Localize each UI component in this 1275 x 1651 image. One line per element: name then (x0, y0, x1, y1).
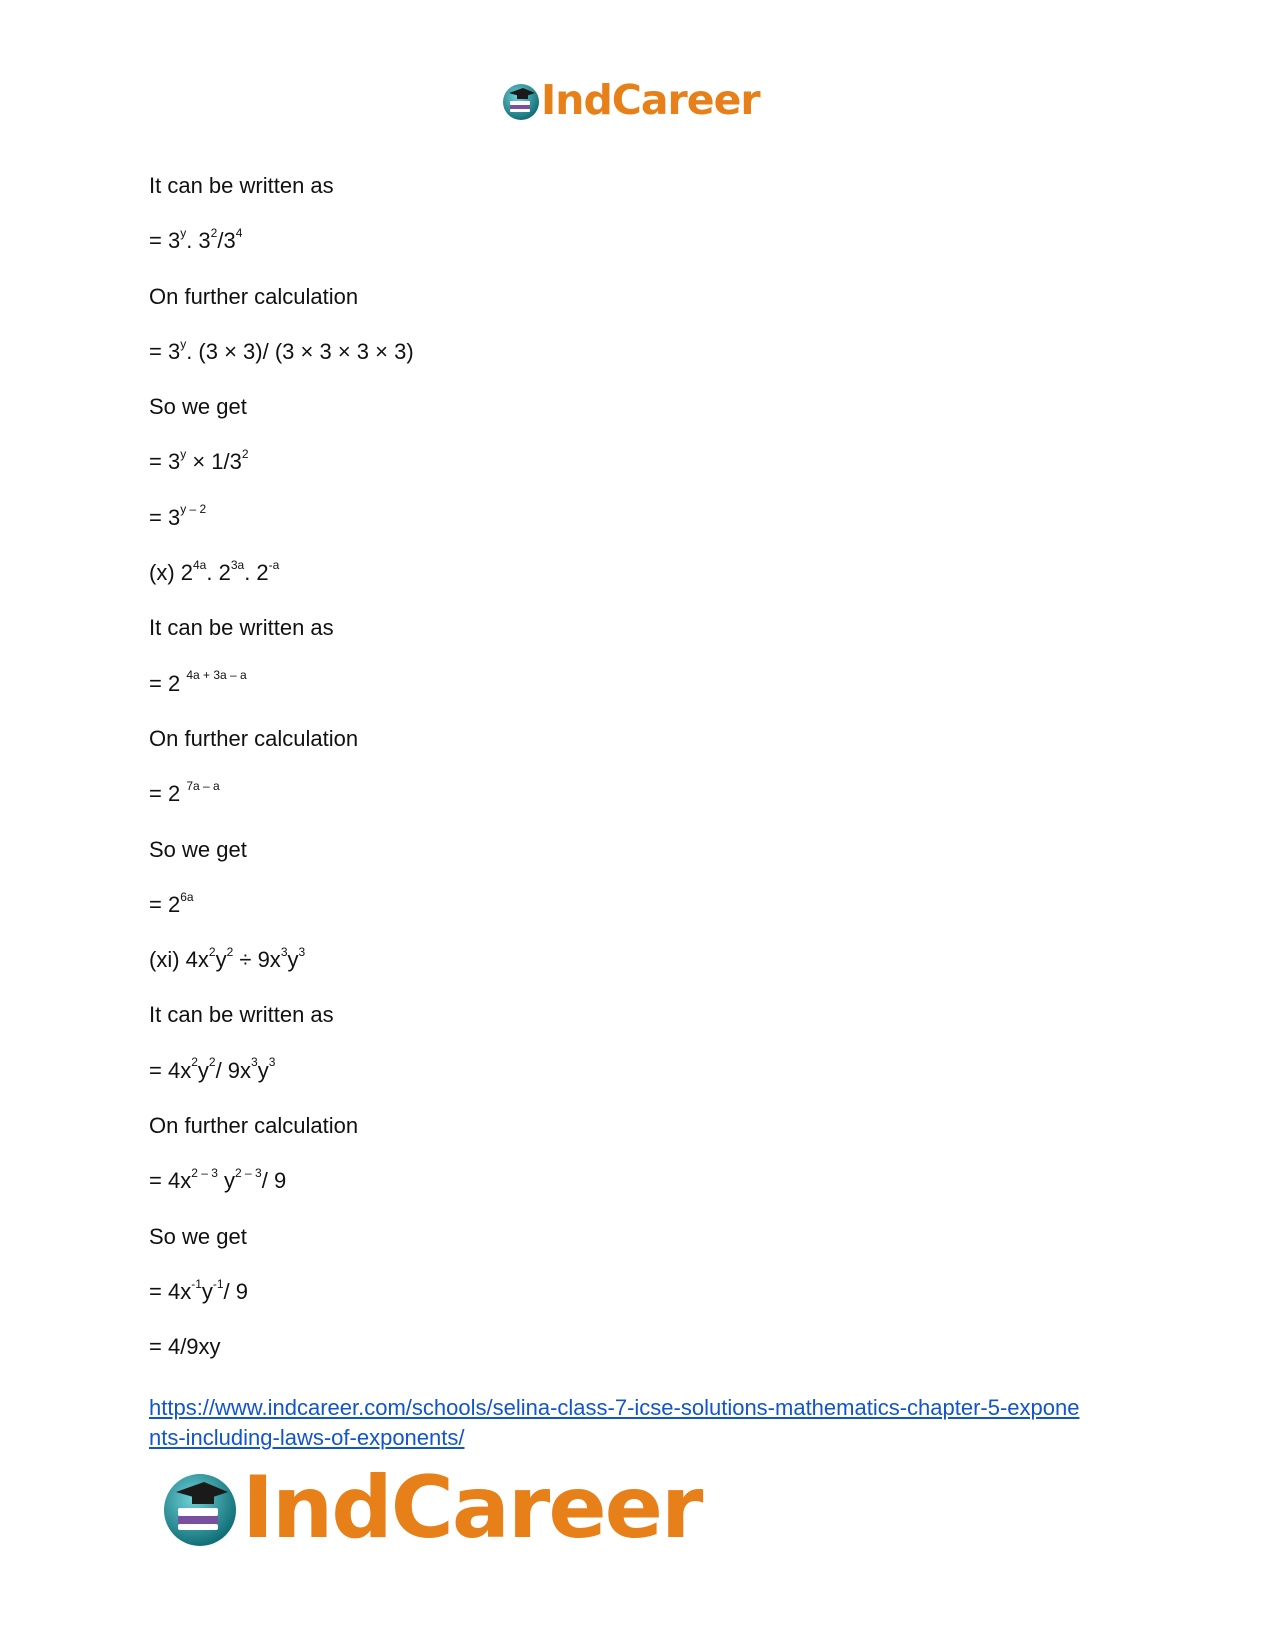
source-link-block (149, 1393, 1129, 1453)
solution-line: On further calculation (149, 725, 359, 751)
source-link[interactable] (149, 1395, 1080, 1450)
book-globe-icon (160, 1468, 240, 1548)
solution-line: It can be written as (149, 1002, 334, 1028)
solution-line: So we get (149, 394, 247, 420)
solution-line: (xi) $4x^2y^2 \div 9x^3y^3$ (149, 944, 306, 973)
solution-line: So we get (149, 1223, 247, 1249)
solution-line: = $3^y \times 1/3^2$ (149, 447, 249, 475)
logo-wordmark: IndCareer (541, 76, 760, 124)
solution-line: = 2 $^{4a + 3a - a}$ (149, 668, 247, 696)
solution-line: = $3^y$. $3^2/3^4$ (149, 225, 243, 254)
solution-line: (x) $2^{4a}$. $2^{3a}$. $2^{-a}$ (149, 557, 280, 586)
footer-logo (160, 1458, 702, 1558)
solution-line: = $4x^{2 - 3}$ $y^{2 - 3}/$ 9 (149, 1166, 287, 1194)
solution-line: = 2 $^{7a - a}$ (149, 778, 220, 807)
solution-line: = 4/9xy (149, 1334, 221, 1360)
solution-line: = $3^{y - 2}$ (149, 502, 207, 530)
solution-line: = $4x^2y^2/$ $9x^3y^3$ (149, 1055, 276, 1083)
source-link-line2: nts-including-laws-of-exponents/ (149, 1425, 465, 1450)
solution-content (149, 172, 1129, 1389)
source-link-line1: https://www.indcareer.com/schools/selina-class-7-icse-solutions-mathematics-chapter-5-expone (149, 1395, 1080, 1420)
solution-line: On further calculation (149, 1113, 359, 1139)
book-globe-icon (501, 81, 541, 121)
solution-line: It can be written as (149, 173, 334, 198)
solution-line: It can be written as (149, 615, 334, 641)
solution-line: So we get (149, 836, 247, 862)
solution-line: On further calculation (149, 283, 359, 309)
solution-line: = $3^y$. (3 × 3)/ (3 × 3 × 3 × 3) (149, 336, 414, 364)
header-logo (501, 76, 760, 124)
logo-wordmark: IndCareer (242, 1458, 702, 1558)
solution-line: = $2^{6a}$ (149, 889, 194, 917)
solution-line: = $4x^{-1}y^{-1}/$ 9 (149, 1276, 249, 1304)
